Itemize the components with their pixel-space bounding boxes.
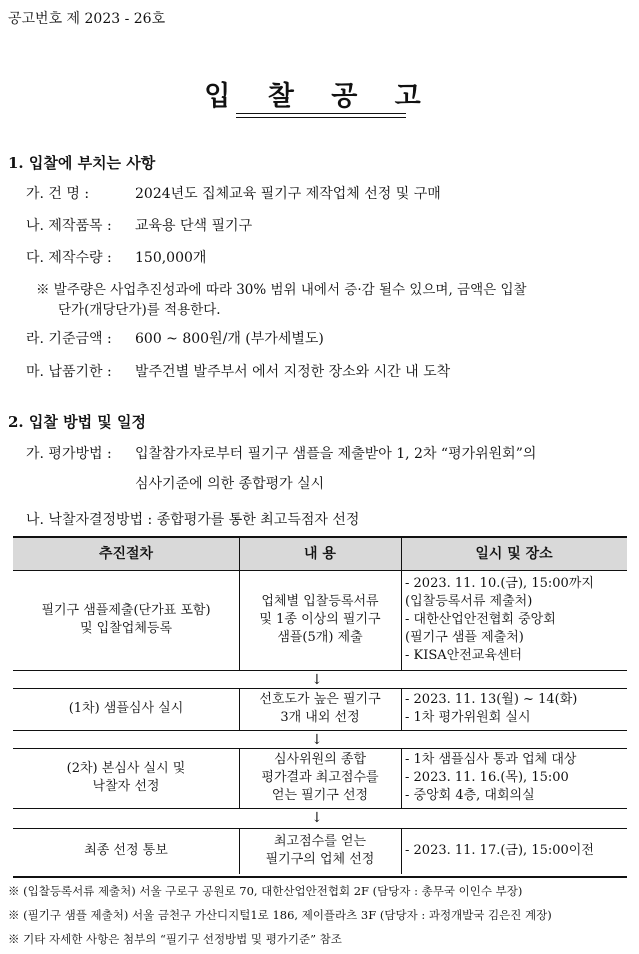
eval-method-line-1: 입찰참가자로부터 필기구 샘플을 제출받아 1, 2차 “평가위원회”의	[135, 446, 537, 462]
item-value-quantity: 150,000개	[135, 250, 207, 266]
eval-method-line-2: 심사기준에 의한 종합평가 실시	[135, 476, 325, 492]
flow-arrow-3: ↓	[311, 810, 323, 826]
title-underline	[236, 113, 406, 114]
footnote-2: ※ (필기구 샘플 제출처) 서울 금천구 가산디지털1로 186, 제이플라츠 3F (담당자 : 과정개발국 김은진 계장)	[8, 908, 552, 922]
row4-content: 최고점수를 얻는 필기구의 업체 선정	[265, 834, 375, 867]
header-step: 추진절차	[98, 546, 154, 562]
row2-step: (1차) 샘플심사 실시	[68, 701, 184, 716]
row1-step: 필기구 샘플제출(단가표 포함) 및 입찰업체등록	[41, 603, 211, 636]
title-underline-double	[236, 117, 406, 118]
item-label-quantity: 다. 제작수량 :	[26, 250, 112, 266]
item-label-product: 나. 제작품목 :	[26, 218, 112, 234]
page-title: 입 찰 공 고	[204, 81, 435, 112]
schedule-table	[13, 536, 627, 878]
section1-heading: 1. 입찰에 부치는 사항	[8, 154, 156, 172]
footnote-1: ※ (입찰등록서류 제출처) 서울 구로구 공원로 70, 대한산업안전협회 2F (담당자 : 총무국 이인수 부장)	[8, 884, 523, 898]
header-schedule: 일시 및 장소	[475, 546, 553, 562]
item-value-deadline: 발주건별 발주부서 에서 지정한 장소와 시간 내 도착	[135, 364, 451, 380]
row4-schedule: - 2023. 11. 17.(금), 15:00이전	[405, 843, 594, 858]
item-label-deadline: 마. 납품기한 :	[26, 364, 112, 380]
award-method: 나. 낙찰자결정방법 : 종합평가를 통한 최고득점자 선정	[26, 512, 360, 528]
row3-schedule: - 1차 샘플심사 통과 업체 대상 - 2023. 11. 16.(목), 15:00 - 중앙회 4층, 대회의실	[405, 752, 577, 803]
row4-step: 최종 선정 통보	[84, 843, 168, 858]
item-label-name: 가. 건 명 :	[26, 186, 90, 202]
note-line-2: 단가(개당단가)를 적용한다.	[58, 302, 221, 318]
eval-method-label: 가. 평가방법 :	[26, 446, 112, 462]
row1-schedule: - 2023. 11. 10.(금), 15:00까지 (입찰등록서류 제출처) - 대한산업안전협회 중앙회 (필기구 샘플 제출처) - KISA안전교육센터	[405, 576, 594, 663]
note-line-1: ※ 발주량은 사업추진성과에 따라 30% 범위 내에서 증·감 될수 있으며, 금액은 입찰	[36, 282, 527, 298]
item-value-price: 600 ~ 800원/개 (부가세별도)	[135, 331, 324, 347]
flow-arrow-1: ↓	[311, 672, 323, 688]
flow-arrow-2: ↓	[311, 732, 323, 748]
row2-schedule: - 2023. 11. 13(월) ~ 14(화) - 1차 평가위원회 실시	[405, 692, 578, 725]
row3-content: 심사위원의 종합 평가결과 최고점수를 얻는 필기구 선정	[261, 752, 379, 803]
item-value-name: 2024년도 집체교육 필기구 제작업체 선정 및 구매	[135, 186, 441, 202]
header-content: 내 용	[304, 546, 336, 562]
row2-content: 선호도가 높은 필기구 3개 내외 선정	[259, 692, 381, 725]
section2-heading: 2. 입찰 방법 및 일정	[8, 413, 146, 431]
row3-step: (2차) 본심사 실시 및 낙찰자 선정	[66, 761, 186, 794]
item-value-product: 교육용 단색 필기구	[135, 218, 253, 234]
item-label-price: 라. 기준금액 :	[26, 331, 112, 347]
row1-content: 업체별 입찰등록서류 및 1종 이상의 필기구 샘플(5개) 제출	[259, 594, 381, 645]
notice-number: 공고번호 제 2023 - 26호	[8, 11, 166, 27]
footnote-3: ※ 기타 자세한 사항은 첨부의 “필기구 선정방법 및 평가기준” 참조	[8, 932, 342, 946]
